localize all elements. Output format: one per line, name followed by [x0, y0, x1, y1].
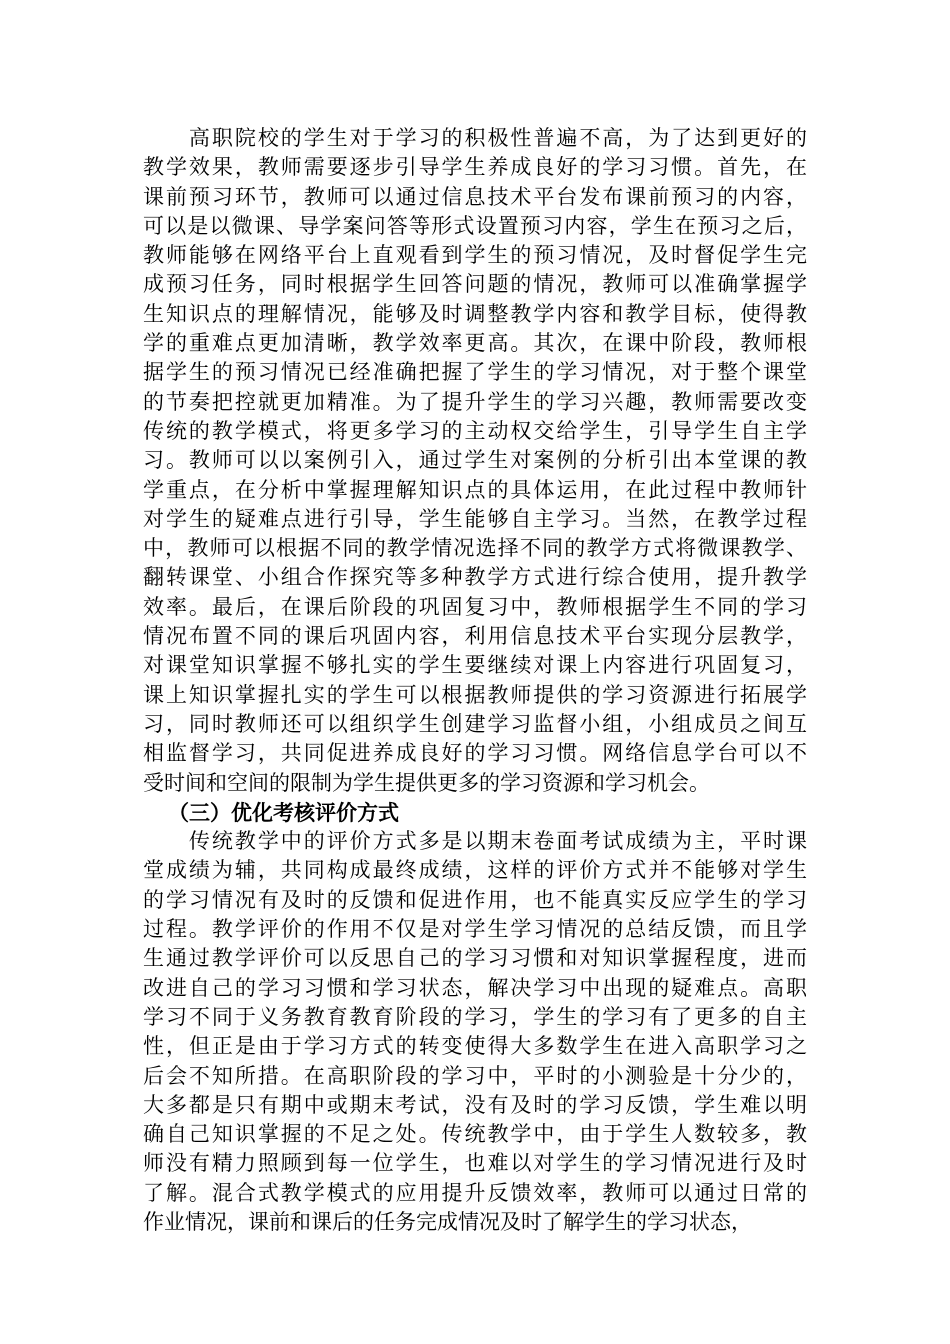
text-line: 传统教学中的评价方式多是以期末卷面考试成绩为主，平时课 — [143, 829, 807, 854]
text-line: 翻转课堂、小组合作探究等多种教学方式进行综合使用，提升教学 — [143, 565, 807, 590]
text-line: 据学生的预习情况已经准确把握了学生的学习情况，对于整个课堂 — [143, 360, 807, 385]
text-line: 习。教师可以以案例引入，通过学生对案例的分析引出本堂课的教 — [143, 448, 807, 473]
text-line: 教师能够在网络平台上直观看到学生的预习情况，及时督促学生完 — [143, 243, 807, 268]
text-line: 教学效果，教师需要逐步引导学生养成良好的学习习惯。首先，在 — [143, 155, 807, 180]
text-line: 作业情况，课前和课后的任务完成情况及时了解学生的学习状态， — [143, 1209, 752, 1234]
text-line: 堂成绩为辅，共同构成最终成绩，这样的评价方式并不能够对学生 — [143, 858, 807, 883]
text-line: 性，但正是由于学习方式的转变使得大多数学生在进入高职学习之 — [143, 1034, 807, 1059]
section-heading: （三）优化考核评价方式 — [168, 799, 399, 825]
text-line: 大多都是只有期中或期末考试，没有及时的学习反馈，学生难以明 — [143, 1092, 807, 1117]
text-line: 确自己知识掌握的不足之处。传统教学中，由于学生人数较多，教 — [143, 1122, 807, 1147]
text-line: 效率。最后，在课后阶段的巩固复习中，教师根据学生不同的学习 — [143, 594, 807, 619]
document-body — [143, 124, 807, 1237]
text-line: 过程。教学评价的作用不仅是对学生学习情况的总结反馈，而且学 — [143, 917, 807, 942]
text-line: 对学生的疑难点进行引导，学生能够自主学习。当然，在教学过程 — [143, 506, 807, 531]
text-line: 生通过教学评价可以反思自己的学习习惯和对知识掌握程度，进而 — [143, 946, 807, 971]
text-line: 成预习任务，同时根据学生回答问题的情况，教师可以准确掌握学 — [143, 272, 807, 297]
text-line: 受时间和空间的限制为学生提供更多的学习资源和学习机会。 — [143, 770, 710, 795]
text-line: 可以是以微课、导学案问答等形式设置预习内容，学生在预习之后， — [143, 213, 807, 238]
paragraph-evaluation-methods — [143, 827, 807, 1237]
text-line: 传统的教学模式，将更多学习的主动权交给学生，引导学生自主学 — [143, 418, 807, 443]
text-line: 高职院校的学生对于学习的积极性普遍不高，为了达到更好的 — [143, 126, 807, 150]
text-line: 中，教师可以根据不同的教学情况选择不同的教学方式将微课教学、 — [143, 536, 807, 561]
text-line: 生知识点的理解情况，能够及时调整教学内容和教学目标，使得教 — [143, 301, 807, 326]
text-line: 学习不同于义务教育教育阶段的学习，学生的学习有了更多的自主 — [143, 1004, 807, 1029]
text-line: 师没有精力照顾到每一位学生，也难以对学生的学习情况进行及时 — [143, 1151, 807, 1176]
text-line: 对课堂知识掌握不够扎实的学生要继续对课上内容进行巩固复习， — [143, 653, 807, 678]
text-line: 情况布置不同的课后巩固内容，利用信息技术平台实现分层教学， — [143, 624, 807, 649]
text-line: 课前预习环节，教师可以通过信息技术平台发布课前预习的内容， — [143, 184, 807, 209]
text-line: 课上知识掌握扎实的学生可以根据教师提供的学习资源进行拓展学 — [143, 682, 807, 707]
text-line: 的节奏把控就更加精准。为了提升学生的学习兴趣，教师需要改变 — [143, 389, 807, 414]
text-line: 了解。混合式教学模式的应用提升反馈效率，教师可以通过日常的 — [143, 1180, 807, 1205]
paragraph-blended-learning-habits — [143, 124, 807, 798]
text-line: 习，同时教师还可以组织学生创建学习监督小组，小组成员之间互 — [143, 711, 807, 736]
text-line: 后会不知所措。在高职阶段的学习中，平时的小测验是十分少的， — [143, 1063, 807, 1088]
text-line: 改进自己的学习习惯和学习状态，解决学习中出现的疑难点。高职 — [143, 975, 807, 1000]
text-line: 学重点，在分析中掌握理解知识点的具体运用，在此过程中教师针 — [143, 477, 807, 502]
text-line: 的学习情况有及时的反馈和促进作用，也不能真实反应学生的学习 — [143, 887, 807, 912]
text-line: 相监督学习，共同促进养成良好的学习习惯。网络信息学台可以不 — [143, 741, 807, 766]
text-line: 学的重难点更加清晰，教学效率更高。其次，在课中阶段，教师根 — [143, 331, 807, 356]
